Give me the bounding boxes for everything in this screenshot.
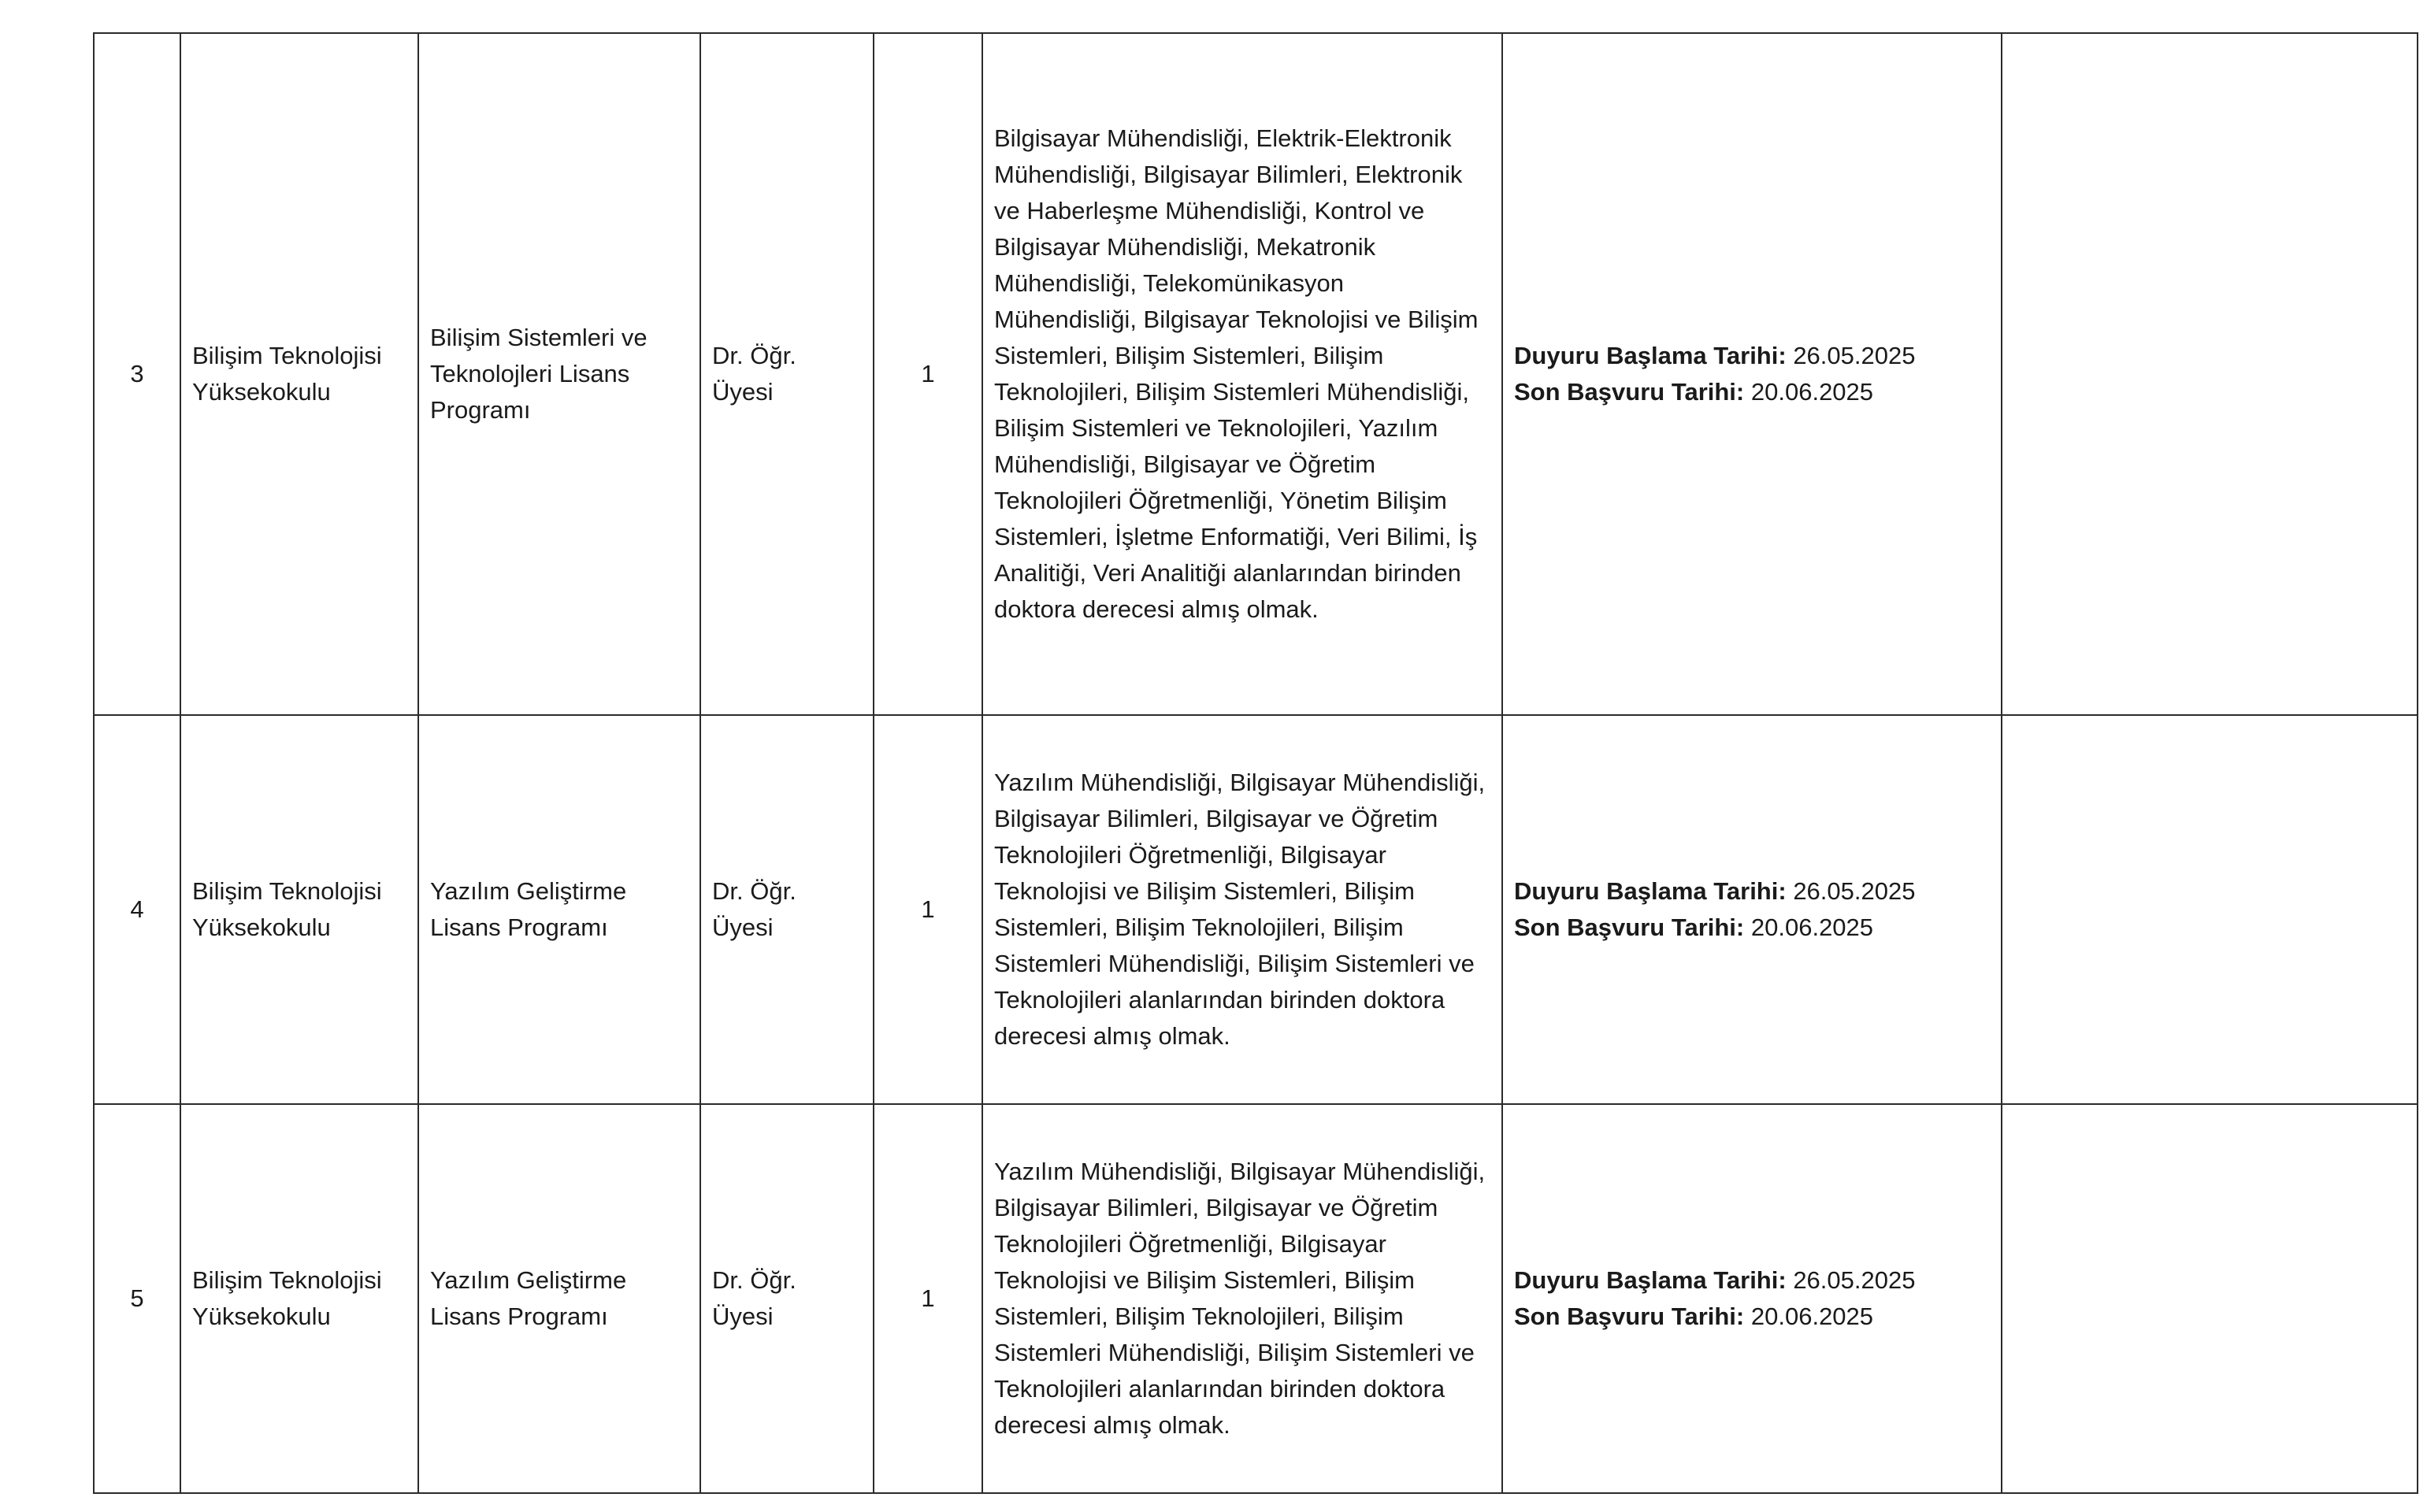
dates-cell [1502, 715, 2002, 1104]
requirements-text: Yazılım Mühendisliği, Bilgisayar Mühendisliği, Bilgisayar Bilimleri, Bilgisayar ve Öğretim Teknolojileri Öğretmenliği, Bilgisayar Teknolojisi ve Bilişim Sistemleri, Bilişim Sistemleri, Bilişim Teknolojileri, Bilişim Sistemleri Mühendisliği, Bilişim Sistemleri ve Teknolojileri alanlarından birinden doktora derecesi almış olmak. [994, 1158, 1486, 1439]
note-cell [2002, 715, 2418, 1104]
requirements-cell [982, 33, 1502, 715]
row-number: 4 [94, 715, 180, 1104]
unit-cell [180, 1104, 418, 1493]
title-cell [700, 33, 874, 715]
program-text: Yazılım Geliştirme Lisans Programı [430, 877, 627, 941]
title-text: Dr. Öğr. Üyesi [712, 342, 796, 406]
note-cell [2002, 1104, 2418, 1493]
unit-text: Bilişim Teknolojisi Yüksekokulu [192, 342, 382, 406]
start-date-value: 26.05.2025 [1793, 342, 1916, 369]
start-date-label: Duyuru Başlama Tarihi: [1514, 1266, 1787, 1294]
title-cell [700, 715, 874, 1104]
program-text: Yazılım Geliştirme Lisans Programı [430, 1266, 627, 1330]
row-number: 3 [94, 33, 180, 715]
end-date-line [1514, 1299, 1990, 1335]
start-date-line [1514, 338, 1990, 374]
unit-text: Bilişim Teknolojisi Yüksekokulu [192, 1266, 382, 1330]
row-number: 5 [94, 1104, 180, 1493]
start-date-label: Duyuru Başlama Tarihi: [1514, 342, 1787, 369]
unit-text: Bilişim Teknolojisi Yüksekokulu [192, 877, 382, 941]
title-text: Dr. Öğr. Üyesi [712, 1266, 796, 1330]
table-row [94, 33, 2418, 715]
end-date-line [1514, 910, 1990, 946]
count-cell: 1 [874, 1104, 982, 1493]
end-date-value: 20.06.2025 [1750, 378, 1874, 406]
title-cell [700, 1104, 874, 1493]
title-text: Dr. Öğr. Üyesi [712, 877, 796, 941]
end-date-line [1514, 374, 1990, 410]
unit-cell [180, 715, 418, 1104]
start-date-value: 26.05.2025 [1793, 1266, 1916, 1294]
unit-cell [180, 33, 418, 715]
start-date-line [1514, 873, 1990, 910]
end-date-value: 20.06.2025 [1750, 914, 1874, 941]
program-text: Bilişim Sistemleri ve Teknolojleri Lisans Programı [430, 324, 648, 424]
program-cell [418, 715, 700, 1104]
program-cell [418, 1104, 700, 1493]
end-date-value: 20.06.2025 [1750, 1303, 1874, 1330]
requirements-text: Bilgisayar Mühendisliği, Elektrik-Elektronik Mühendisliği, Bilgisayar Bilimleri, Elektronik ve Haberleşme Mühendisliği, Kontrol ve Bilgisayar Mühendisliği, Mekatronik Mühendisliği, Telekomünikasyon Mühendisliği, Bilgisayar Teknolojisi ve Bilişim Sistemleri, Bilişim Sistemleri, Bilişim Teknolojileri, Bilişim Sistemleri Mühendisliği, Bilişim Sistemleri ve Teknolojileri, Yazılım Mühendisliği, Bilgisayar ve Öğretim Teknolojileri Öğretmenliği, Yönetim Bilişim Sistemleri, İşletme Enformatiği, Veri Bilimi, İş Analitiği, Veri Analitiği alanlarından birinden doktora derecesi almış olmak. [994, 124, 1479, 623]
start-date-label: Duyuru Başlama Tarihi: [1514, 877, 1787, 905]
requirements-cell [982, 1104, 1502, 1493]
end-date-label: Son Başvuru Tarihi: [1514, 378, 1745, 406]
count-cell: 1 [874, 715, 982, 1104]
end-date-label: Son Başvuru Tarihi: [1514, 1303, 1745, 1330]
start-date-line [1514, 1262, 1990, 1299]
table-row [94, 1104, 2418, 1493]
end-date-label: Son Başvuru Tarihi: [1514, 914, 1745, 941]
start-date-value: 26.05.2025 [1793, 877, 1916, 905]
dates-cell [1502, 33, 2002, 715]
requirements-text: Yazılım Mühendisliği, Bilgisayar Mühendisliği, Bilgisayar Bilimleri, Bilgisayar ve Öğretim Teknolojileri Öğretmenliği, Bilgisayar Teknolojisi ve Bilişim Sistemleri, Bilişim Sistemleri, Bilişim Teknolojileri, Bilişim Sistemleri Mühendisliği, Bilişim Sistemleri ve Teknolojileri alanlarından birinden doktora derecesi almış olmak. [994, 769, 1486, 1050]
dates-cell [1502, 1104, 2002, 1493]
program-cell [418, 33, 700, 715]
note-cell [2002, 33, 2418, 715]
requirements-cell [982, 715, 1502, 1104]
announcement-table [93, 32, 2418, 1494]
table-row [94, 715, 2418, 1104]
count-cell: 1 [874, 33, 982, 715]
